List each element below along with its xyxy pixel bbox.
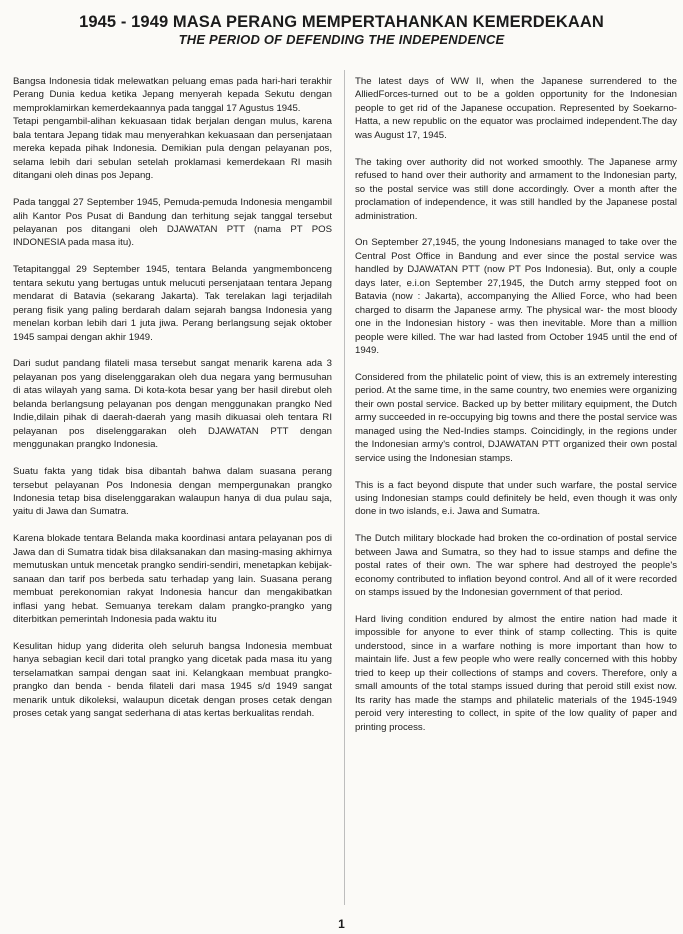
paragraph: Dari sudut pandang filateli masa tersebut sangat menarik karena ada 3 pelayanan pos yang diselenggarakan oleh dua negara yang bermusuhan di atas wilayah yang sama. Di kota-kota besar yang ber hasil direbut oleh belanda berlangsung pelayanan pos dengan menggunakan prangko Ned Indie,dilain pihak di daerah-daerah yang masih dikuasai oleh tentara RI pelayanan pos diselenggarakan oleh DJAWATAN PTT dengan menggunakan prangko Indonesia. <box>13 358 332 451</box>
paragraph: Suatu fakta yang tidak bisa dibantah bahwa dalam suasana perang tersebut pelayanan Pos Indonesia dengan mempergunakan prangko Indonesia tetap bisa diselenggarakan walaupun hanya di dua pulau saja, yaitu di Jawa dan Sumatra. <box>13 466 332 518</box>
paragraph: On September 27,1945, the young Indonesians managed to take over the Central Post Office in Bandung and ever since the postal service was handled by DJAWATAN PTT (now PT Pos Indonesia). But, only a couple days later, e.i.on September 27,1945, the Dutch army stepped foot on Batavia (now : Jakarta), accompanying the Allied Force, who had been charged to disarm the Japanese army. The physical war- the most bloody one in the Indonesian history - was then inevitable. More than a million people were killed. The war had lasted from October 1945 until the end of 1949. <box>355 237 677 357</box>
paragraph: Tetapitanggal 29 September 1945, tentara Belanda yangmembonceng tentara sekutu yang bertugas untuk melucuti persenjataan tentara Jepang mendarat di Batavia (sekarang Jakarta). Tak terelakan lagi terjadilah perang fisik yang paling berdarah dalam sejarah bangsa Indonesia yang menelan korban lebih dari 1 juta jiwa. Perang berlangsung sejak oktober 1945 sampai dengan akhir 1949. <box>13 264 332 343</box>
paragraph: The latest days of WW II, when the Japanese surrendered to the AlliedForces-turned out to be a golden opportunity for the Indonesian people to get rid of the Japanese occupation. Represented by Soekarno-Hatta, a new republic on the equator was proclaimed independent.The day was August 17, 1945. <box>355 76 677 141</box>
page-number: 1 <box>338 917 345 931</box>
paragraph: Pada tanggal 27 September 1945, Pemuda-pemuda Indonesia mengambil alih Kantor Pos Pusat di Bandung dan terhitung sejak tanggal tersebut pelayanan pos ditangani oleh DJAWATAN PTT (nama PT POS INDONESIA pada masa itu). <box>13 197 332 249</box>
paragraph: The taking over authority did not worked smoothly. The Japanese army refused to hand over their authority and armament to the Indonesian party, so the postal service was still done accordingly. Over a month after the proclamation of independence, it was still handled by the Japanese postal administration. <box>355 156 677 222</box>
paragraph: Karena blokade tentara Belanda maka koordinasi antara pelayanan pos di Jawa dan di Sumatra tidak bisa dilaksanakan dan masing-masing akhirnya memutuskan untuk mencetak prangko sendiri-sendiri, menetapkan kebijak-sanaan dan tarif pos berbeda satu terhadap yang lain. Suasana perang membuat perekonomian rakyat Indonesia hancur dan mengakibatkan inflasi yang hebat. Semuanya terekam dalam prangko-prangko yang diterbitkan pemerintah Indonesia pada waktu itu <box>13 533 332 626</box>
paragraph: This is a fact beyond dispute that under such warfare, the postal service using Indonesian stamps could definitely be held, even though it was only done in two islands, e.i. Jawa and Sumatra. <box>355 479 677 518</box>
paragraph: Hard living condition endured by almost the entire nation had made it impossible for anyone to ever think of stamp collecting. This is quite understood, since in a warfare nothing is more important than how to maintain life. Just a few people who were really concerned with this hobby tried to keep up their collections of stamps and covers. Therefore, only a small amounts of the total stamps issued during that peroid still exist now. Its rarity has made the stamps and philatelic materials of the 1945-1949 peroid very interesting to collect, in spite of the low quality of paper and printing process. <box>355 614 677 733</box>
paragraph: Bangsa Indonesia tidak melewatkan peluang emas pada hari-hari terakhir Perang Dunia kedua ketika Jepang menyerah kepada Sekutu dengan memproklamirkan kemerdekaannya pada tanggal 17 Agustus 1945. <box>13 76 332 114</box>
page-subtitle: THE PERIOD OF DEFENDING THE INDEPENDENCE <box>178 32 505 47</box>
column-divider <box>344 70 345 905</box>
paragraph: Kesulitan hidup yang diderita oleh seluruh bangsa Indonesia membuat hanya sebagian kecil dari total prangko yang dicetak pada masa itu yang terselamatkan sampai dengan saat ini. Kelangkaan membuat prangko-prangko dan benda - benda filateli dari masa 1945 s/d 1949 sangat menarik untuk dikoleksi, walaupun dicetak dengan proses cetak dengan proses cetak yang sangat sederhana di atas kertas berkualitas rendah. <box>13 640 332 720</box>
paragraph: Tetapi pengambil-alihan kekuasaan tidak berjalan dengan mulus, karena bala tentara Jepang tidak mau menyerahkan kekuasaan dan persenjataan mereka kepada pihak Indonesia. Demikian pula dengan pelayanan pos, selama lebih dari sebulan setelah proklamasi kemerdekaan RI masih ditangani oleh dinas pos Jepang. <box>13 116 332 182</box>
english-column <box>355 75 677 748</box>
page-title: 1945 - 1949 MASA PERANG MEMPERTAHANKAN KEMERDEKAAN <box>79 13 604 31</box>
paragraph: Considered from the philatelic point of view, this is an extremely interesting period. At the same time, in the same country, two enemies were organizing their own postal service. Backed up by better military equipment, the Dutch army succeeded in re-occupying big towns and there the postal service was managed using the Ned-Indies stamps. Coincidingly, in the regions under the Indonesian army's control, DJAWATAN PTT organized their own postal service using the Indonesian stamps. <box>355 371 677 464</box>
indonesian-column <box>13 75 332 734</box>
paragraph: The Dutch military blockade had broken the co-ordination of postal service between Jawa and Sumatra, so they had to issue stamps and define the postal rates of their own. The war sphere had destroyed the people's economy contributed to inflation beyond control. And all of it were recorded on stamps issued by the Indonesian government of that period. <box>355 533 677 599</box>
